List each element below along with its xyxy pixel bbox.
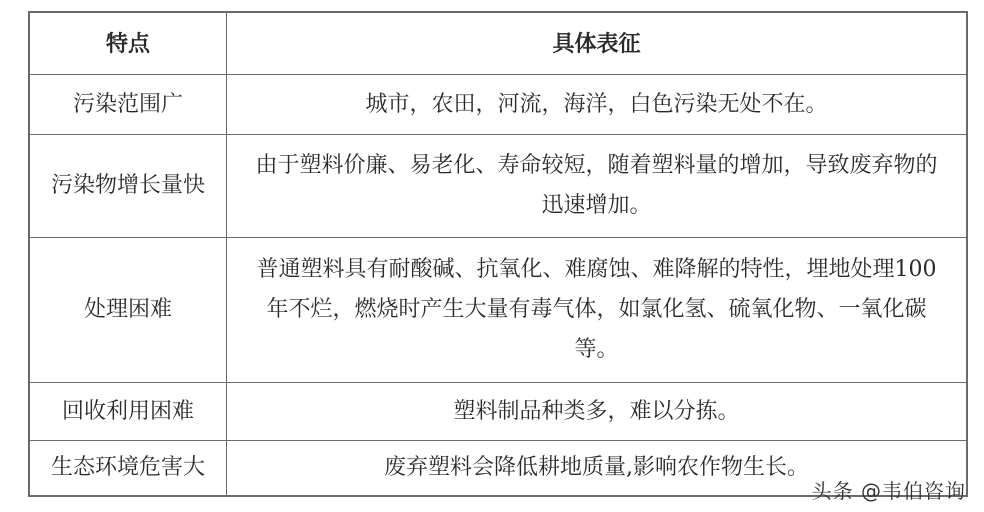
row1-description-text: 城市，农田，河流，海洋，白色污染无处不在。 [365, 91, 828, 117]
header-description-text: 具体表征 [552, 30, 641, 57]
row1-feature [30, 75, 227, 135]
row4-description-text: 塑料制品种类多，难以分拣。 [453, 398, 740, 424]
row4-feature-text: 回收利用困难 [61, 398, 194, 424]
row3-description [227, 238, 966, 383]
watermark: 头条 @韦伯咨询 [811, 479, 966, 503]
row2-feature-text: 污染物增长量快 [50, 173, 205, 198]
row5-description-text: 废弃塑料会降低耕地质量,影响农作物生长。 [384, 455, 809, 480]
header-feature [30, 13, 227, 75]
row4-description [227, 383, 966, 441]
row1-description [227, 75, 966, 135]
data-table [28, 11, 968, 497]
row3-feature [30, 238, 227, 383]
header-feature-text: 特点 [105, 30, 150, 57]
row5-feature-text: 生态环境危害大 [50, 455, 205, 480]
row2-description [227, 135, 966, 238]
row4-feature [30, 383, 227, 441]
row5-feature [30, 441, 227, 495]
row3-description-text: 普通塑料具有耐酸碱、抗氧化、难腐蚀、难降解的特性，埋地处理100 年不烂，燃烧时产生大量有毒气体，如氯化氢、硫氧化物、一氧化碳等。 [256, 257, 937, 362]
row1-feature-text: 污染范围广 [72, 91, 183, 117]
row3-feature-text: 处理困难 [83, 297, 172, 322]
row2-feature [30, 135, 227, 238]
row2-description-text: 由于塑料价廉、易老化、寿命较短，随着塑料量的增加，导致废弃物的迅速增加。 [255, 153, 938, 218]
header-description [227, 13, 966, 75]
